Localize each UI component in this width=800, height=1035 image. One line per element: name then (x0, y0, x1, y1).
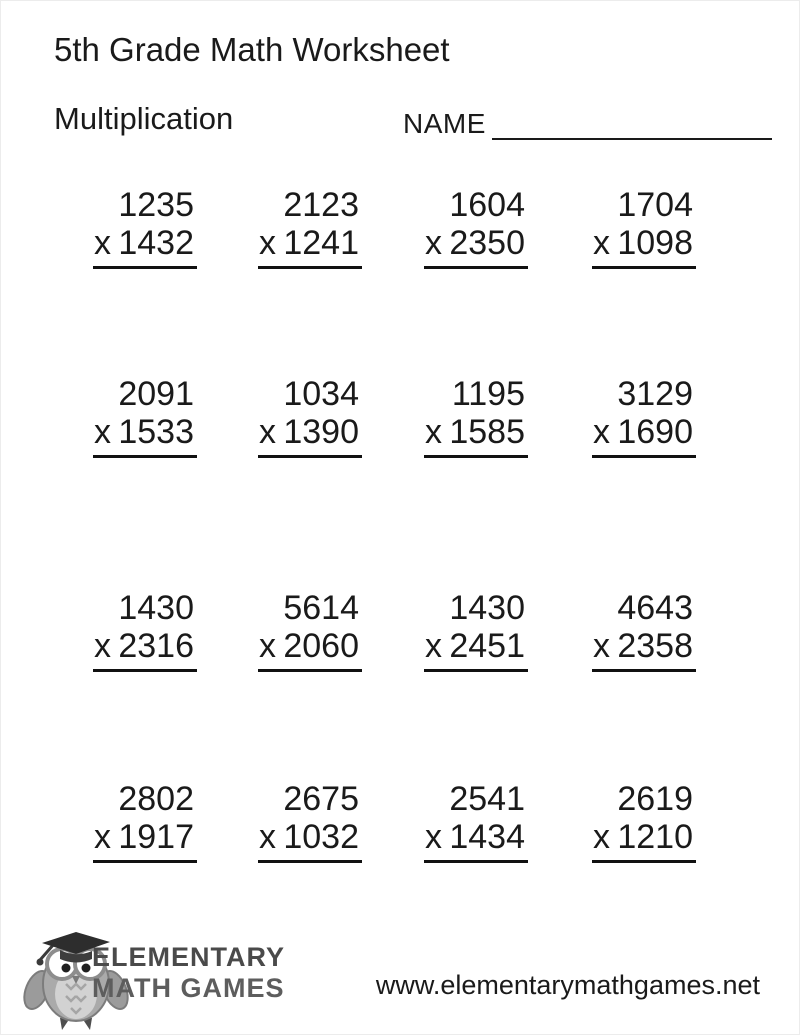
multiplication-problem (93, 375, 197, 458)
multiplication-problem (592, 589, 696, 672)
website-url: www.elementarymathgames.net (375, 970, 760, 1000)
multiply-operator: x (425, 627, 442, 665)
multiplier-row (592, 627, 696, 665)
multiplication-problem (424, 780, 528, 863)
answer-line (592, 266, 696, 269)
answer-line (592, 860, 696, 863)
multiply-operator: x (593, 627, 610, 665)
multiplication-problem (258, 186, 362, 269)
multiply-operator: x (94, 413, 111, 451)
multiply-operator: x (259, 818, 276, 856)
page-title: 5th Grade Math Worksheet (54, 31, 450, 68)
multiplication-problem (93, 589, 197, 672)
multiplier-row (93, 818, 197, 856)
multiplier-row (592, 818, 696, 856)
multiplier-row (592, 413, 696, 451)
multiplicand: 1430 (118, 589, 194, 627)
multiply-operator: x (259, 224, 276, 262)
multiplier: 1585 (449, 413, 525, 451)
multiplier: 2316 (118, 627, 194, 665)
multiply-operator: x (593, 224, 610, 262)
answer-line (93, 455, 197, 458)
logo-text-line2: MATH GAMES (92, 973, 285, 1003)
answer-line (592, 455, 696, 458)
multiplier-row (592, 224, 696, 262)
multiplicand: 3129 (617, 375, 693, 413)
multiplication-problem (93, 780, 197, 863)
multiplication-problem (592, 375, 696, 458)
worksheet-subtitle: Multiplication (54, 101, 234, 136)
answer-line (424, 860, 528, 863)
multiplicand: 5614 (283, 589, 359, 627)
multiplier: 1210 (617, 818, 693, 856)
answer-line (258, 455, 362, 458)
multiplicand: 4643 (617, 589, 693, 627)
multiplicand: 1704 (617, 186, 693, 224)
answer-line (258, 860, 362, 863)
multiply-operator: x (425, 413, 442, 451)
multiplication-problem (592, 780, 696, 863)
multiply-operator: x (94, 224, 111, 262)
answer-line (258, 266, 362, 269)
multiplier: 1032 (283, 818, 359, 856)
multiplier-row (258, 224, 362, 262)
multiplier-row (424, 818, 528, 856)
multiplier-row (93, 224, 197, 262)
multiplier-row (258, 818, 362, 856)
answer-line (93, 669, 197, 672)
multiplicand: 2619 (617, 780, 693, 818)
multiplicand: 1235 (118, 186, 194, 224)
multiply-operator: x (425, 224, 442, 262)
multiplier-row (424, 224, 528, 262)
multiplicand: 2802 (118, 780, 194, 818)
multiplier: 1098 (617, 224, 693, 262)
multiplier: 1434 (449, 818, 525, 856)
answer-line (424, 455, 528, 458)
multiplicand: 1430 (449, 589, 525, 627)
multiplier-row (424, 413, 528, 451)
multiplier-row (258, 413, 362, 451)
multiplier: 2350 (449, 224, 525, 262)
multiplication-problem (93, 186, 197, 269)
multiply-operator: x (94, 627, 111, 665)
multiplier: 1917 (118, 818, 194, 856)
multiplier-row (424, 627, 528, 665)
multiply-operator: x (593, 413, 610, 451)
logo-text-line1: ELEMENTARY (92, 942, 286, 972)
multiplication-problem (258, 375, 362, 458)
multiplier: 2358 (617, 627, 693, 665)
problem-row (0, 375, 800, 470)
answer-line (258, 669, 362, 672)
multiplication-problem (258, 780, 362, 863)
name-blank-line (492, 108, 772, 140)
answer-line (93, 266, 197, 269)
multiplicand: 2675 (283, 780, 359, 818)
multiply-operator: x (425, 818, 442, 856)
problem-row (0, 186, 800, 281)
problem-row (0, 780, 800, 875)
answer-line (424, 669, 528, 672)
multiplicand: 2123 (283, 186, 359, 224)
multiply-operator: x (593, 818, 610, 856)
multiplier: 1241 (283, 224, 359, 262)
answer-line (424, 266, 528, 269)
multiplication-problem (258, 589, 362, 672)
multiplier: 1390 (283, 413, 359, 451)
multiplier-row (93, 413, 197, 451)
answer-line (592, 669, 696, 672)
multiplier: 1432 (118, 224, 194, 262)
multiplicand: 1604 (449, 186, 525, 224)
multiplication-problem (424, 375, 528, 458)
multiply-operator: x (259, 413, 276, 451)
multiplier: 2060 (283, 627, 359, 665)
multiplier-row (258, 627, 362, 665)
multiply-operator: x (259, 627, 276, 665)
multiplicand: 1195 (451, 375, 525, 413)
multiply-operator: x (94, 818, 111, 856)
answer-line (93, 860, 197, 863)
problem-row (0, 589, 800, 684)
name-row (403, 108, 772, 140)
multiplication-problem (424, 589, 528, 672)
multiplicand: 2091 (118, 375, 194, 413)
multiplier: 1690 (617, 413, 693, 451)
multiplication-problem (592, 186, 696, 269)
multiplicand: 2541 (449, 780, 525, 818)
multiplication-problem (424, 186, 528, 269)
logo-wordmark (92, 942, 285, 1004)
multiplier: 2451 (449, 627, 525, 665)
multiplier: 1533 (118, 413, 194, 451)
name-label: NAME (403, 108, 486, 139)
multiplicand: 1034 (283, 375, 359, 413)
multiplier-row (93, 627, 197, 665)
